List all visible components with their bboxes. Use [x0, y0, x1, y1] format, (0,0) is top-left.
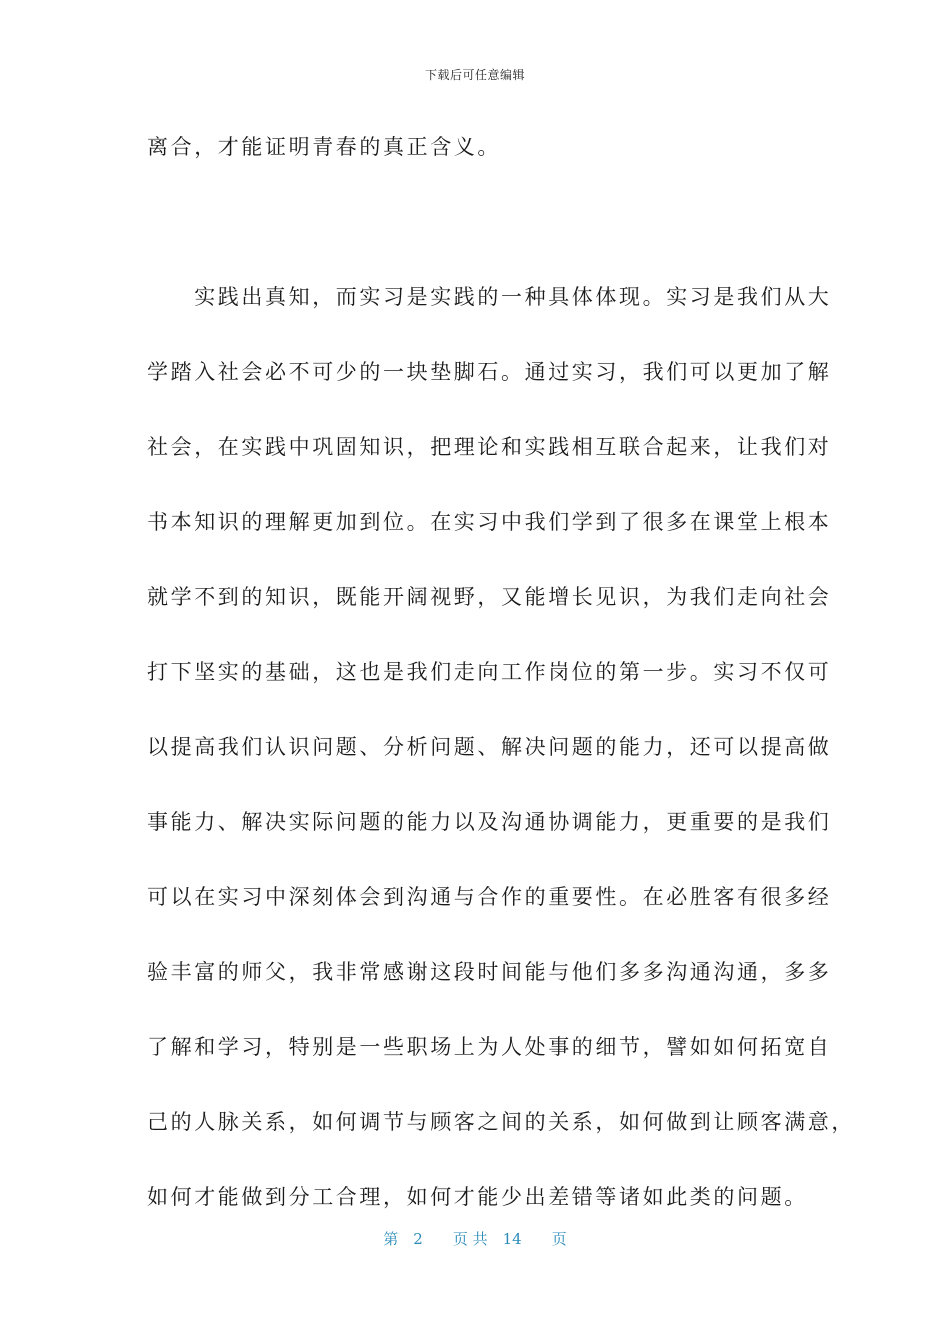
- text-line: 可以在实习中深刻体会到沟通与合作的重要性。在必胜客有很多经: [147, 885, 832, 909]
- text-line: 书本知识的理解更加到位。在实习中我们学到了很多在课堂上根本: [147, 510, 832, 534]
- body-text: [147, 122, 855, 1247]
- text-line: 实践出真知，而实习是实践的一种具体体现。实习是我们从大: [147, 285, 832, 309]
- text-line: 验丰富的师父，我非常感谢这段时间能与他们多多沟通沟通，多多: [147, 960, 832, 984]
- text-line: 离合，才能证明青春的真正含义。: [147, 135, 501, 159]
- text-line: 以提高我们认识问题、分析问题、解决问题的能力，还可以提高做: [147, 735, 832, 759]
- header-note: 下载后可任意编辑: [424, 68, 525, 82]
- text-line: 如何才能做到分工合理，如何才能少出差错等诸如此类的问题。: [147, 1185, 808, 1209]
- text-line: 社会，在实践中巩固知识，把理论和实践相互联合起来，让我们对: [147, 435, 832, 459]
- text-line: [147, 197, 807, 272]
- page-number-footer: 第 2 页 共 14 页: [383, 1230, 567, 1248]
- text-line: 己的人脉关系，如何调节与顾客之间的关系，如何做到让顾客满意，: [147, 1110, 855, 1134]
- text-line: 打下坚实的基础，这也是我们走向工作岗位的第一步。实习不仅可: [147, 660, 832, 684]
- text-line: 就学不到的知识，既能开阔视野，又能增长见识，为我们走向社会: [147, 585, 832, 609]
- text-line: 了解和学习，特别是一些职场上为人处事的细节，譬如如何拓宽自: [147, 1035, 832, 1059]
- text-line: 事能力、解决实际问题的能力以及沟通协调能力，更重要的是我们: [147, 810, 832, 834]
- text-line: 学踏入社会必不可少的一块垫脚石。通过实习，我们可以更加了解: [147, 360, 832, 384]
